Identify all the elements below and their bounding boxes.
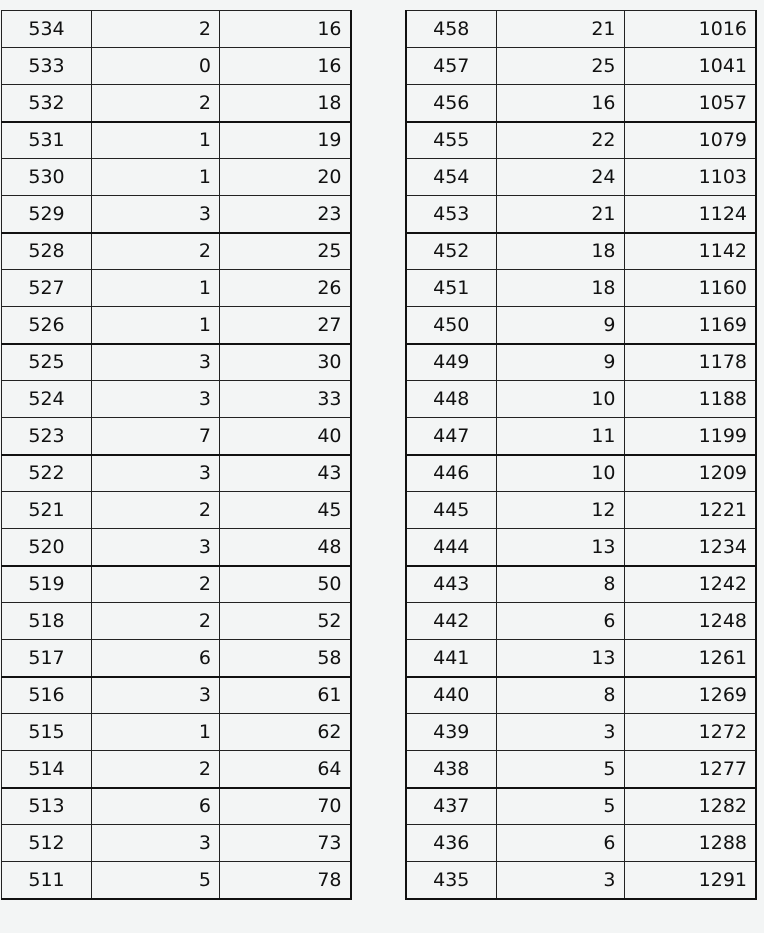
count-cell: 3 [92,825,220,862]
table-row [406,381,756,418]
left-score-table [1,10,352,900]
score-cell: 444 [406,529,496,566]
table-row [2,159,351,196]
score-cell: 452 [406,233,496,270]
count-cell: 3 [92,455,220,492]
cumulative-cell: 30 [220,344,351,381]
table-row [406,825,756,862]
cumulative-cell: 1282 [624,788,756,825]
cumulative-cell: 1188 [624,381,756,418]
table-row [406,862,756,899]
score-cell: 513 [2,788,92,825]
score-cell: 533 [2,48,92,85]
cumulative-cell: 1291 [624,862,756,899]
table-row [2,48,351,85]
table-row [2,825,351,862]
table-row [406,233,756,270]
score-cell: 448 [406,381,496,418]
table-row [406,307,756,344]
count-cell: 1 [92,270,220,307]
cumulative-cell: 62 [220,714,351,751]
count-cell: 3 [496,862,624,899]
table-row [2,196,351,233]
cumulative-cell: 1209 [624,455,756,492]
table-row [2,677,351,714]
table-row [2,714,351,751]
count-cell: 21 [496,196,624,233]
score-cell: 446 [406,455,496,492]
score-cell: 454 [406,159,496,196]
cumulative-cell: 1277 [624,751,756,788]
cumulative-cell: 43 [220,455,351,492]
score-cell: 520 [2,529,92,566]
table-row [2,11,351,48]
count-cell: 3 [92,344,220,381]
table-row [2,603,351,640]
cumulative-cell: 1248 [624,603,756,640]
table-row [2,455,351,492]
cumulative-cell: 1016 [624,11,756,48]
count-cell: 3 [92,196,220,233]
cumulative-cell: 50 [220,566,351,603]
score-cell: 442 [406,603,496,640]
count-cell: 2 [92,492,220,529]
cumulative-cell: 48 [220,529,351,566]
score-cell: 514 [2,751,92,788]
score-cell: 435 [406,862,496,899]
cumulative-cell: 20 [220,159,351,196]
score-cell: 451 [406,270,496,307]
table-row [406,159,756,196]
score-cell: 521 [2,492,92,529]
count-cell: 11 [496,418,624,455]
score-cell: 523 [2,418,92,455]
cumulative-cell: 73 [220,825,351,862]
score-cell: 517 [2,640,92,677]
table-row [2,418,351,455]
score-cell: 518 [2,603,92,640]
count-cell: 1 [92,159,220,196]
table-row [406,603,756,640]
score-cell: 528 [2,233,92,270]
cumulative-cell: 26 [220,270,351,307]
table-row [2,344,351,381]
score-cell: 440 [406,677,496,714]
cumulative-cell: 1272 [624,714,756,751]
table-row [406,85,756,122]
score-cell: 516 [2,677,92,714]
count-cell: 7 [92,418,220,455]
count-cell: 8 [496,566,624,603]
table-row [406,714,756,751]
score-cell: 455 [406,122,496,159]
cumulative-cell: 1169 [624,307,756,344]
score-cell: 449 [406,344,496,381]
cumulative-cell: 1142 [624,233,756,270]
table-row [2,233,351,270]
count-cell: 3 [92,529,220,566]
count-cell: 25 [496,48,624,85]
count-cell: 2 [92,751,220,788]
count-cell: 2 [92,603,220,640]
count-cell: 22 [496,122,624,159]
score-cell: 443 [406,566,496,603]
score-cell: 447 [406,418,496,455]
count-cell: 5 [496,788,624,825]
score-cell: 441 [406,640,496,677]
table-row [2,566,351,603]
count-cell: 2 [92,85,220,122]
score-cell: 522 [2,455,92,492]
cumulative-cell: 64 [220,751,351,788]
cumulative-cell: 45 [220,492,351,529]
table-row [2,862,351,899]
score-cell: 532 [2,85,92,122]
table-row [406,751,756,788]
cumulative-cell: 1199 [624,418,756,455]
cumulative-cell: 40 [220,418,351,455]
cumulative-cell: 1103 [624,159,756,196]
cumulative-cell: 18 [220,85,351,122]
cumulative-cell: 78 [220,862,351,899]
cumulative-cell: 1124 [624,196,756,233]
table-row [2,640,351,677]
count-cell: 6 [92,788,220,825]
score-cell: 534 [2,11,92,48]
cumulative-cell: 52 [220,603,351,640]
count-cell: 18 [496,270,624,307]
score-cell: 527 [2,270,92,307]
table-row [406,196,756,233]
count-cell: 10 [496,455,624,492]
table-row [2,492,351,529]
score-cell: 453 [406,196,496,233]
count-cell: 5 [92,862,220,899]
cumulative-cell: 1221 [624,492,756,529]
count-cell: 9 [496,307,624,344]
count-cell: 9 [496,344,624,381]
table-row [2,529,351,566]
count-cell: 6 [496,603,624,640]
cumulative-cell: 33 [220,381,351,418]
count-cell: 21 [496,11,624,48]
score-cell: 525 [2,344,92,381]
score-cell: 511 [2,862,92,899]
table-row [2,788,351,825]
score-cell: 530 [2,159,92,196]
table-row [406,455,756,492]
score-cell: 450 [406,307,496,344]
cumulative-cell: 70 [220,788,351,825]
table-row [406,677,756,714]
table-row [2,751,351,788]
cumulative-cell: 16 [220,48,351,85]
count-cell: 1 [92,122,220,159]
count-cell: 1 [92,307,220,344]
table-row [2,381,351,418]
table-row [406,11,756,48]
count-cell: 10 [496,381,624,418]
count-cell: 18 [496,233,624,270]
score-cell: 438 [406,751,496,788]
cumulative-cell: 1269 [624,677,756,714]
cumulative-cell: 1079 [624,122,756,159]
right-score-table [405,10,757,900]
score-cell: 458 [406,11,496,48]
cumulative-cell: 1288 [624,825,756,862]
count-cell: 2 [92,233,220,270]
cumulative-cell: 1160 [624,270,756,307]
table-row [2,270,351,307]
count-cell: 3 [92,677,220,714]
cumulative-cell: 1242 [624,566,756,603]
cumulative-cell: 16 [220,11,351,48]
table-row [406,270,756,307]
score-cell: 529 [2,196,92,233]
count-cell: 13 [496,640,624,677]
count-cell: 1 [92,714,220,751]
table-row [2,122,351,159]
cumulative-cell: 1234 [624,529,756,566]
score-cell: 515 [2,714,92,751]
cumulative-cell: 58 [220,640,351,677]
count-cell: 3 [496,714,624,751]
table-row [406,122,756,159]
score-cell: 524 [2,381,92,418]
count-cell: 2 [92,566,220,603]
score-cell: 526 [2,307,92,344]
cumulative-cell: 1261 [624,640,756,677]
count-cell: 12 [496,492,624,529]
table-row [406,529,756,566]
table-row [406,418,756,455]
table-row [406,344,756,381]
count-cell: 24 [496,159,624,196]
table-row [406,640,756,677]
score-cell: 457 [406,48,496,85]
cumulative-cell: 27 [220,307,351,344]
table-row [406,48,756,85]
count-cell: 3 [92,381,220,418]
table-row [406,492,756,529]
cumulative-cell: 23 [220,196,351,233]
table-row [2,307,351,344]
cumulative-cell: 19 [220,122,351,159]
score-cell: 531 [2,122,92,159]
score-cell: 456 [406,85,496,122]
count-cell: 6 [92,640,220,677]
count-cell: 2 [92,11,220,48]
count-cell: 5 [496,751,624,788]
cumulative-cell: 61 [220,677,351,714]
table-row [406,566,756,603]
score-cell: 519 [2,566,92,603]
score-cell: 512 [2,825,92,862]
score-cell: 437 [406,788,496,825]
cumulative-cell: 1057 [624,85,756,122]
table-row [406,788,756,825]
count-cell: 16 [496,85,624,122]
count-cell: 13 [496,529,624,566]
score-cell: 439 [406,714,496,751]
score-cell: 436 [406,825,496,862]
table-row [2,85,351,122]
cumulative-cell: 1178 [624,344,756,381]
count-cell: 6 [496,825,624,862]
score-cell: 445 [406,492,496,529]
count-cell: 8 [496,677,624,714]
count-cell: 0 [92,48,220,85]
cumulative-cell: 25 [220,233,351,270]
cumulative-cell: 1041 [624,48,756,85]
